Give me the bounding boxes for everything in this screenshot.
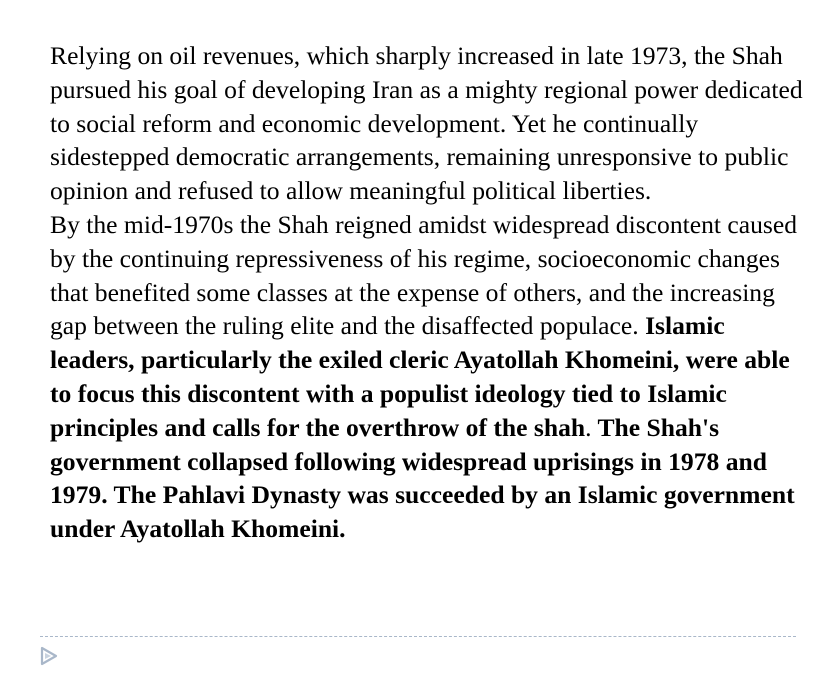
paragraph-discontent xyxy=(50,208,810,546)
slide-body xyxy=(50,39,810,546)
sentence-period: . xyxy=(585,412,592,442)
footer-divider xyxy=(40,636,796,637)
paragraph-oil-revenues: Relying on oil revenues, which sharply increased in late 1973, the Shah pursued his goal of developing Iran as a mighty regional power dedicated to social reform and economic development. Yet he continually sidestepped democratic arrangements, remaining unresponsive to public opinion and refused to allow meaningful political liberties. xyxy=(50,41,803,206)
discontent-text: By the mid-1970s the Shah reigned amidst widespread discontent caused by the continuing repressiveness of his regime, socioeconomic changes that benefited some classes at the expense of others, and the increasing gap between the ruling elite and the disaffected populace. xyxy=(50,209,798,341)
triangle-right-icon xyxy=(40,646,58,666)
islamic-leaders-text: Islamic leaders, particularly the exiled cleric Ayatollah Khomeini, were able to focus this discontent with a populist ideology tied to Islamic principles and calls for the overthrow of the shah xyxy=(50,311,790,442)
government-collapse-text: The Shah's government collapsed following widespread uprisings in 1978 and 1979. The Pahlavi Dynasty was succeeded by an Islamic government under Ayatollah Khomeini. xyxy=(50,412,795,544)
